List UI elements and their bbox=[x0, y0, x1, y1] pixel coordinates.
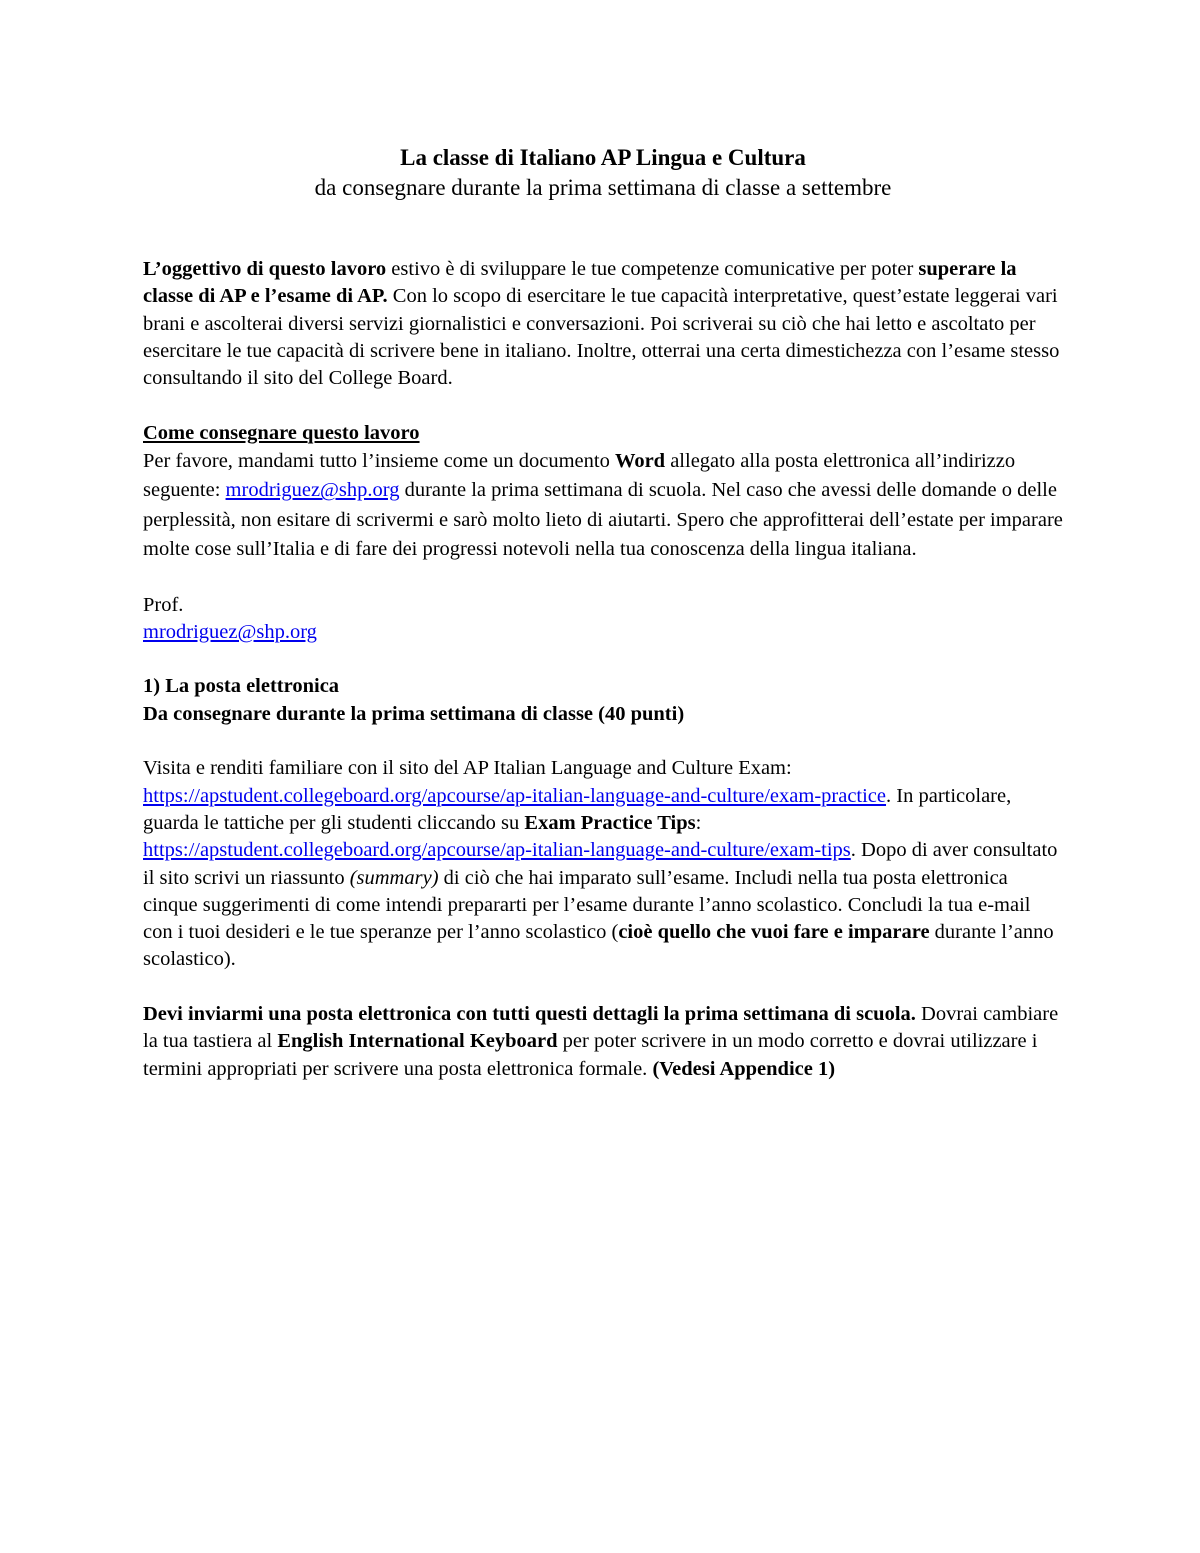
section1-notice: Devi inviarmi una posta elettronica con tutti questi dettagli la prima settimana di scuola. Dovrai cambiare la tua tastiera al English International Keyboard per poter scrivere in un modo corretto e dovrai utilizzare i termini appropriati per scrivere una posta elettronica formale. (Vedesi Appendice 1) bbox=[143, 1003, 1059, 1080]
section1-heading: 1) La posta elettronica bbox=[143, 675, 340, 698]
exam-tips-link[interactable]: https://apstudent.collegeboard.org/apcourse/ap-italian-language-and-culture/exam-tips bbox=[143, 839, 851, 862]
signature-name: Prof. bbox=[143, 593, 184, 616]
appendix-reference: (Vedesi Appendice 1) bbox=[652, 1057, 836, 1080]
intro-bold-lead: L’oggettivo di questo lavoro bbox=[143, 258, 387, 280]
email-link[interactable]: mrodriguez@shp.org bbox=[225, 479, 400, 502]
signature-email-link[interactable]: mrodriguez@shp.org bbox=[143, 620, 317, 643]
intro-paragraph bbox=[143, 256, 1063, 392]
exam-practice-tips-bold: Exam Practice Tips bbox=[524, 811, 696, 834]
document-page bbox=[143, 140, 1063, 1083]
intro-text-rest: Con lo scopo di esercitare le tue capacità interpretative, quest’estate leggerai vari brani e ascolterai diversi servizi giornalistici e conversazioni. Poi scriverai su ciò che hai letto e ascoltato per esercitare le tue capacità di scrivere bene in italiano. Inoltre, otterrai una certa dimestichezza con l’esame stesso consultando il sito del College Board. bbox=[143, 285, 1060, 390]
signature-email bbox=[143, 619, 1063, 646]
intro-text: estivo è di sviluppare le tue competenze comunicative per poter bbox=[386, 258, 919, 280]
delivery-paragraph: Per favore, mandami tutto l’insieme come un documento Word allegato alla posta elettronica all’indirizzo seguente: mrodriguez@shp.org durante la prima settimana di scuola. Nel caso che avessi delle domande o delle perplessità, non esitare di scrivermi e sarò molto lieto di aiutarti. Spero che approfitterai dell’estate per imparare molte cose sull’Italia e di fare dei progressi notevoli nella tua conoscenza della lingua italiana. bbox=[143, 450, 1063, 560]
delivery-heading: Come consegnare questo lavoro bbox=[143, 421, 420, 444]
exam-practice-link[interactable]: https://apstudent.collegeboard.org/apcourse/ap-italian-language-and-culture/exam-practice bbox=[143, 784, 887, 807]
section1-paragraph: Visita e renditi familiare con il sito del AP Italian Language and Culture Exam: https://apstudent.collegeboard.org/apcourse/ap-italian-language-and-culture/exam-practice. In particolare, guarda le tattiche per gli studenti cliccando su Exam Practice Tips: https://apstudent.collegeboard.org/apcourse/ap-italian-language-and-culture/exam-tips. Dopo di aver consultato il sito scrivi un riassunto (summary) di ciò che hai imparato sull’esame. Includi nella tua posta elettronica cinque suggerimenti di come intendi prepararti per l’esame durante l’anno scolastico. Concludi la tua e-mail con i tuoi desideri e le tue speranze per l’anno scolastico (cioè quello che vuoi fare e imparare durante l’anno scolastico). bbox=[143, 757, 1058, 971]
intro-bold-goal: superare la classe di AP e l’esame di AP. bbox=[143, 258, 1017, 308]
summary-italic: (summary) bbox=[349, 866, 439, 889]
notice-bold: Devi inviarmi una posta elettronica con tutti questi dettagli la prima settimana di scuola. bbox=[143, 1003, 916, 1026]
keyboard-bold: English International Keyboard bbox=[277, 1030, 558, 1053]
wishes-bold: cioè quello che vuoi fare e imparare bbox=[618, 921, 930, 944]
document-subtitle: da consegnare durante la prima settimana di classe a settembre bbox=[314, 175, 892, 200]
document-title: La classe di Italiano AP Lingua e Cultura bbox=[400, 145, 806, 170]
word-bold: Word bbox=[614, 450, 666, 473]
section1-subheading: Da consegnare durante la prima settimana di classe (40 punti) bbox=[143, 702, 685, 725]
